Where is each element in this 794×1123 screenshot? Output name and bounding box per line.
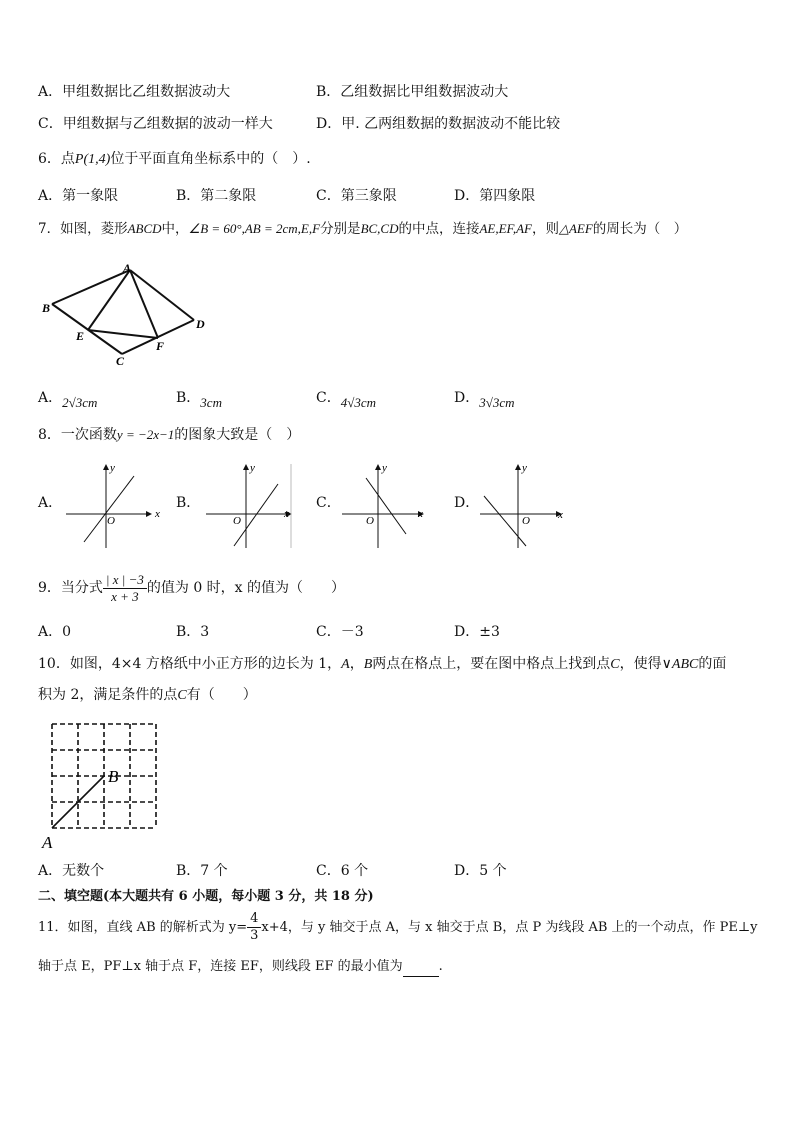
q8-graph-d [478,462,574,550]
q8-stem: 8．一次函数y = −2x−1的图象大致是（ ） [38,427,301,443]
q6-option-a: A．第一象限 [38,188,119,204]
q7-rhombus-figure [36,258,216,368]
q8-label-c: C． [316,495,341,511]
q7-option-c: C．4√3cm [316,390,377,410]
q7-option-a: A．2√3cm [38,390,98,410]
q7-label-D: D [196,317,205,331]
svg-text:x: x [284,508,289,520]
svg-text:x: x [155,508,160,520]
q7-option-b: B．3cm [176,390,222,410]
q6-option-d: D．第四象限 [454,188,536,204]
q10-option-d: D．5 个 [454,863,507,879]
q5-option-a: A．甲组数据比乙组数据波动大 [38,84,231,100]
q11-fraction: $\frac{4}{3}$ [247,911,261,944]
q10-option-a: A．无数个 [38,863,105,879]
q7-stem: 7．如图，菱形ABCD中，∠B = 60°,AB = 2cm,E,F分别是BC,CD的中点，连接AE,EF,AF，则△AEF的周长为（ ） [38,221,688,237]
q10-stem-line2: 积为 2，满足条件的点C有（ ） [38,687,257,703]
q8-label-d: D． [454,495,480,511]
q8-graph-b [204,462,300,550]
q8-graph-a [64,462,160,550]
q10-grid-figure [38,718,168,854]
section-2-heading: 二、填空题(本大题共有 6 小题，每小题 3 分，共 18 分) [38,889,374,904]
q5-option-b: B．乙组数据比甲组数据波动大 [316,84,509,100]
q8-graph-c [340,462,436,550]
svg-text:O: O [522,515,530,527]
q6-stem: 6．点P(1,4)位于平面直角坐标系中的（ ）. [38,151,311,167]
q7-label-E: E [76,329,85,343]
q7-label-A: A [123,261,132,275]
q9-fraction: $\frac{| x | -3}{x + 3}$ [103,572,147,605]
svg-text:O: O [107,515,115,527]
svg-text:O: O [233,515,241,527]
q10-option-b: B．7 个 [176,863,228,879]
q9-option-b: B．3 [176,624,210,640]
svg-text:x: x [558,509,563,521]
svg-text:y: y [110,462,115,474]
q11-stem-line2: 轴于点 E，PF⊥x 轴于点 F，连接 EF，则线段 EF 的最小值为 . [38,957,443,977]
q7-label-C: C [116,354,125,368]
q6-option-b: B．第二象限 [176,188,257,204]
q9-stem: 9．当分式 $\frac{| x | -3}{x + 3}$ 的值为 0 时，x 的值为（ ） [38,571,346,604]
svg-text:y: y [382,462,387,474]
q8-label-a: A． [38,495,63,511]
q5-option-c: C．甲组数据与乙组数据的波动一样大 [38,116,273,132]
q6-point: P(1,4) [74,152,111,167]
q9-option-a: A．0 [38,624,72,640]
svg-text:y: y [250,462,255,474]
svg-text:O: O [366,515,374,527]
q7-option-d: D．3√3cm [454,390,515,410]
q5-option-d: D．甲. 乙两组数据的数据波动不能比较 [316,116,561,132]
q11-answer-blank[interactable] [403,962,439,977]
q10-stem-line1: 10．如图，4×4 方格纸中小正方形的边长为 1，A，B两点在格点上，要在图中格点上找到点C，使得∨ABC的面 [38,656,727,672]
q7-label-F: F [156,339,165,353]
q11-stem-line1: 11．如图，直线 AB 的解析式为 y= $\frac{4}{3}$ x+4，与 y 轴交于点 A，与 x 轴交于点 B，点 P 为线段 AB 上的一个动点，作 PE⊥y [38,911,758,943]
q10-point-B: B [108,767,119,786]
svg-text:x: x [418,508,423,520]
q8-label-b: B． [176,495,201,511]
svg-text:y: y [522,462,527,474]
q7-label-B: B [42,301,51,315]
q10-point-A: A [42,833,53,852]
q9-option-d: D．±3 [454,624,500,640]
q10-option-c: C．6 个 [316,863,369,879]
q6-option-c: C．第三象限 [316,188,397,204]
q9-option-c: C．－3 [316,624,364,640]
